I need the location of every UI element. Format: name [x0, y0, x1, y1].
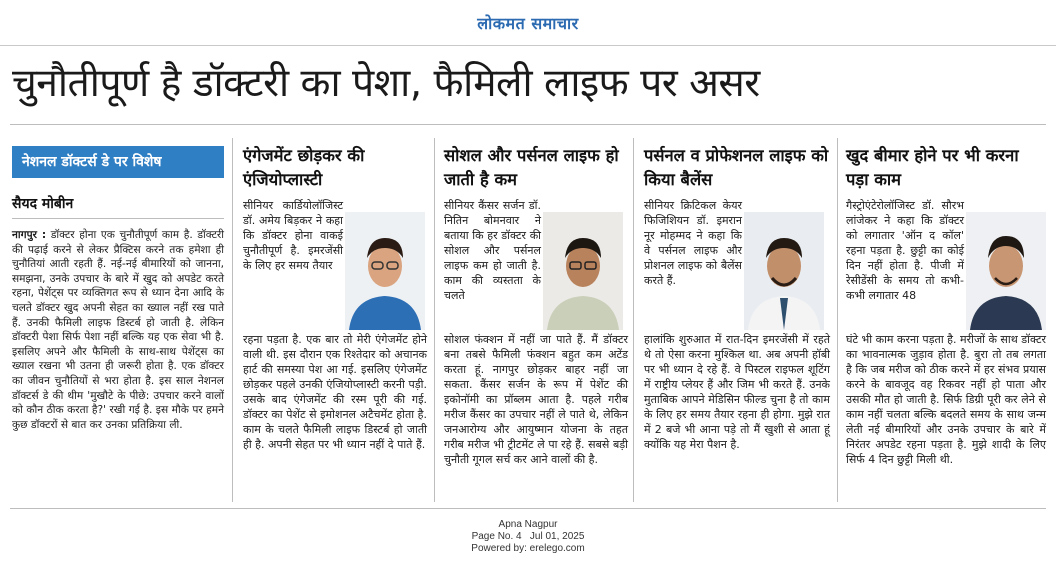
doctor-portrait-icon: [966, 212, 1046, 330]
article-body: सोशल फंक्शन में नहीं जा पाते हैं. मैं डॉक्टर बना तबसे फैमिली फंक्शन बहुत कम अटेंड करता हूं. नागपुर छोड़कर बाहर नहीं जा सकता. कैंसर सर्जन के रूप में पेशेंट की इकोनॉमी का प्रॉब्लम आता है. पहले गरीब मरीज कैंसर का उपचार नहीं ले पाते थे, लेकिन जनआरोग्य और आयुष्मान योजना के तहत गरीब मरीज भी ट्रीटमेंट ले पा रहे हैं. सबसे बड़ी चुनौती गूगल सर्च कर आने वालों की है.: [444, 333, 628, 466]
page-info: Page No. 4 Jul 01, 2025: [471, 531, 585, 542]
article-heading: सोशल और पर्सनल लाइफ हो जाती है कम: [444, 146, 619, 189]
article-column-3: [644, 144, 830, 194]
intro-article: [12, 228, 224, 432]
article-heading: एंगेजमेंट छोड़कर की एंजियोप्लास्टी: [243, 146, 365, 189]
doctor-portrait-icon: [543, 212, 623, 330]
article-heading: पर्सनल व प्रोफेशनल लाइफ को किया बैलेंस: [644, 146, 829, 189]
column-divider: [837, 138, 838, 502]
bottom-divider: [10, 508, 1046, 509]
headline-divider: [10, 124, 1046, 125]
article-column-4: [846, 144, 1046, 194]
article-lead: गैस्ट्रोएंटेरोलॉजिस्ट डॉ. सौरभ लांजेकर ने कहा कि डॉक्टर को लगातार 'ऑन द कॉल' रहना पड़ता है. छुट्टी का कोई दिन नहीं होता है. पीजी में रेसीडेंसी के समय तो कभी-कभी लगातार 48: [846, 199, 964, 302]
article-body: रहना पड़ता है. एक बार तो मेरी एंगेजमेंट होने वाली थी. इस दौरान एक रिश्तेदार को अचानक हार्ट की समस्या पेश आ गई. इसलिए एंगेजमेंट छोड़कर पहले उनकी एंजियोप्लास्टी करनी पड़ी. उसके बाद एंगेजमेंट की रस्म पूरी की गई. डॉक्टर का पेशेंट से इमोशनल अटैचमेंट होता है. काम के चलते फैमिली लाइफ डिस्टर्ब हो जाती ही है. अपनी सेहत पर भी ध्यान नहीं दे पाते हैं.: [243, 333, 427, 451]
doctor-portrait-icon: [345, 212, 425, 330]
edition-name: Apna Nagpur: [498, 519, 558, 530]
doctor-photo: [744, 212, 824, 330]
article-lead: सीनियर कैंसर सर्जन डॉ. नितिन बोमनवार ने बताया कि हर डॉक्टर की सोशल और पर्सनल लाइफ कम हो जाती है. काम की व्यस्तता के चलते: [444, 199, 541, 302]
article-lead: सीनियर कार्डियोलॉजिस्ट डॉ. अमेय बिड़कर ने कहा कि डॉक्टर होना वाकई चुनौतीपूर्ण है. इमरजेंसी के लिए हर समय तैयार: [243, 199, 343, 272]
masthead: [0, 0, 1056, 46]
article-heading: खुद बीमार होने पर भी करना पड़ा काम: [846, 146, 1019, 189]
byline: सैयद मोबीन: [12, 196, 74, 212]
page-footer: [0, 519, 1056, 555]
doctor-photo: [345, 212, 425, 330]
newspaper-brand: लोकमत समाचार: [477, 14, 579, 33]
article-body: घंटे भी काम करना पड़ता है. मरीजों के साथ डॉक्टर का भावनात्मक जुड़ाव होता है. बुरा तो तब लगता है कि जब मरीज को ठीक करने में हर संभव प्रयास करने के बावजूद वह रिकवर नहीं हो पाता और उसकी मौत हो जाती है. सिर्फ डिग्री पूरी कर लेने से काम नहीं चलता बल्कि बदलते समय के साथ जन्म लेती नई बीमारियों और उनके उपचार के बारे में निरंतर अपडेट रहना पड़ता है. मुझे शादी के लिए सिर्फ 4 दिन छुट्टी मिली थी.: [846, 333, 1046, 466]
main-headline: चुनौतीपूर्ण है डॉक्टरी का पेशा, फैमिली लाइफ पर असर: [12, 61, 760, 106]
doctor-photo: [966, 212, 1046, 330]
special-tag: नेशनल डॉक्टर्स डे पर विशेष: [12, 146, 224, 178]
dateline: नागपुर :: [12, 229, 47, 241]
byline-divider: [12, 218, 224, 219]
article-lead: सीनियर क्रिटिकल केयर फिजिशियन डॉ. इमरान नूर मोहम्मद ने कहा कि वे पर्सनल लाइफ और प्रोशनल लाइफ को बैलेंस करते हैं.: [644, 199, 742, 287]
article-column-2: [444, 144, 628, 194]
column-divider: [434, 138, 435, 502]
column-divider: [232, 138, 233, 502]
article-body: हालांकि शुरुआत में रात-दिन इमरजेंसी में रहते थे तो ऐसा करना मुश्किल था. अब अपनी हॉबी पर भी ध्यान दे रहे हैं. वे पिस्टल राइफल शूटिंग में राष्ट्रीय प्लेयर हैं और जिम भी करते हैं. उनके मुताबिक आपने मेडिसिन फील्ड चुना है तो काम के लिए हर समय तैयार रहना ही होगा. मुझे रात में 2 बजे भी आना पड़े तो मैं खुशी से आता हूं क्योंकि यह मेरा पैशन है.: [644, 333, 830, 451]
doctor-photo: [543, 212, 623, 330]
article-column-1: [243, 144, 427, 194]
column-divider: [633, 138, 634, 502]
intro-body: डॉक्टर होना एक चुनौतीपूर्ण काम है. डॉक्टरी की पढ़ाई करने से लेकर प्रैक्टिस करने तक हमेशा ही चुनौतियां आती रहती हैं. नई-नई बीमारियों को जानना, समझना, उनके उपचार के बारे में खुद को अपडेट करते रहना, पेशेंट्स पर व्यक्तिगत रूप से ध्यान देना आदि के चलते डॉक्टर खुद अपनी सेहत का ख्याल नहीं रख पाते हैं. उनकी फैमिली लाइफ डिस्टर्ब हो जाती है. लेकिन डॉक्टरी पेशा सिर्फ पेशा नहीं बल्कि यह एक सेवा भी है. इसलिए अपने और फैमिली के साथ-साथ पेशेंट्स का ख्याल रखना भी उतना ही जरूरी होता है. एक डॉक्टर का जीवन चुनौतियों से भरा होता है. इस साल नेशनल डॉक्टर्स डे की थीम 'मुखौटे के पीछे: उपचार करने वालों को कौन ठीक करता है?' रखी गई है. इस मौके पर हमने कुछ डॉक्टरों से बात कर उनका प्रतिक्रिया ली.: [12, 229, 224, 431]
doctor-portrait-icon: [744, 212, 824, 330]
powered-by: Powered by: erelego.com: [471, 543, 585, 554]
